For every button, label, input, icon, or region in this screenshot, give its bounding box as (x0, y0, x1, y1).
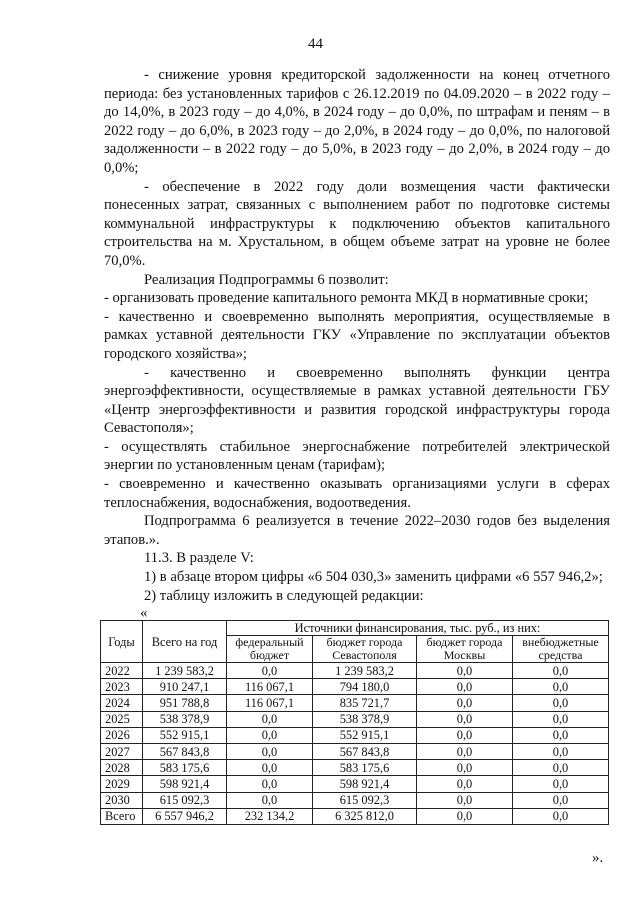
table-cell: 2023 (101, 679, 143, 695)
table-cell: 0,0 (417, 663, 513, 679)
paragraph-section-v: 11.3. В разделе V: (144, 550, 254, 567)
table-cell: 0,0 (417, 679, 513, 695)
table-cell: 2025 (101, 711, 143, 727)
table-cell: 0,0 (513, 776, 609, 792)
table-cell: 116 067,1 (227, 679, 313, 695)
table-cell: 0,0 (513, 808, 609, 824)
table-cell: 552 915,1 (143, 727, 227, 743)
table-row (101, 727, 609, 743)
table-cell: 0,0 (417, 776, 513, 792)
paragraph-table-edition: 2) таблицу изложить в следующей редакции: (144, 587, 424, 604)
header-sevastopol: бюджет города Севастополя (313, 636, 417, 663)
table-cell: 0,0 (513, 727, 609, 743)
table-cell: 2026 (101, 727, 143, 743)
table-cell: 2029 (101, 776, 143, 792)
table-cell: 567 843,8 (313, 743, 417, 759)
table-cell: 794 180,0 (313, 679, 417, 695)
table-cell: 0,0 (417, 727, 513, 743)
closing-quote: ». (592, 850, 604, 866)
table-row (101, 792, 609, 808)
table-cell: 910 247,1 (143, 679, 227, 695)
table-row (101, 711, 609, 727)
table-cell: 552 915,1 (313, 727, 417, 743)
header-extrabudget: внебюджетные средства (513, 636, 609, 663)
header-moscow: бюджет города Москвы (417, 636, 513, 663)
table-cell: 0,0 (417, 743, 513, 759)
paragraph-subprogram-term: Подпрограмма 6 реализуется в течение 2022–2030 годов без выделения этапов.». (104, 513, 610, 548)
table-cell: 0,0 (417, 808, 513, 824)
header-federal: федеральный бюджет (227, 636, 313, 663)
table-cell: 0,0 (513, 743, 609, 759)
table-row (101, 743, 609, 759)
paragraph-replace-figures: 1) в абзаце втором цифры «6 504 030,3» заменить цифрами «6 557 946,2»; (144, 569, 603, 586)
table-cell: 0,0 (513, 663, 609, 679)
table-cell: 116 067,1 (227, 695, 313, 711)
table-cell: 0,0 (513, 711, 609, 727)
table-cell: 583 175,6 (143, 760, 227, 776)
table-cell: 0,0 (417, 760, 513, 776)
paragraph-capital-repair: - организовать проведение капитального ремонта МКД в нормативные сроки; (104, 290, 589, 307)
table-cell: 232 134,2 (227, 808, 313, 824)
table-cell: 1 239 583,2 (313, 663, 417, 679)
table-cell: 538 378,9 (143, 711, 227, 727)
opening-quote: « (140, 605, 148, 621)
table-cell: 598 921,4 (313, 776, 417, 792)
table-cell: 0,0 (227, 663, 313, 679)
paragraph-debt-reduction: - снижение уровня кредиторской задолженности на конец отчетного периода: без установленных тарифов с 26.12.2019 по 04.09.2020 – в 2022 году – до 14,0%, в 2023 году – до 4,0%, в 2024 году – до 0,0%, по штрафам и пеням – в 2022 году – до 6,0%, в 2023 году – до 2,0%, в 2024 году – до 0,0%, по налоговой задолженности – в 2022 году – до 5,0%, в 2023 году – до 2,0%, в 2024 году – до 0,0%; (104, 67, 610, 176)
paragraph-cost-compensation: - обеспечение в 2022 году доли возмещения части фактически понесенных затрат, связанных с выполнением работ по подготовке системы коммунальной инфраструктуры к подключению объектов капитального строительства на м. Хрустальном, в общем объеме затрат на уровне не более 70,0%. (104, 178, 610, 269)
table-cell: 0,0 (417, 695, 513, 711)
table-cell: 0,0 (513, 679, 609, 695)
table-cell: 615 092,3 (143, 792, 227, 808)
table-cell: 951 788,8 (143, 695, 227, 711)
table-cell: 0,0 (227, 711, 313, 727)
table-row (101, 663, 609, 679)
table-cell: 0,0 (513, 695, 609, 711)
table-cell: Всего (101, 808, 143, 824)
paragraph-gku-activities: - качественно и своевременно выполнять мероприятия, осуществляемые в рамках уставной деятельности ГКУ «Управление по эксплуатации объектов городского хозяйства»; (104, 308, 610, 362)
table-cell: 2024 (101, 695, 143, 711)
header-years: Годы (101, 621, 143, 663)
table-row (101, 760, 609, 776)
table-cell: 538 378,9 (313, 711, 417, 727)
financing-table (100, 620, 609, 825)
table-cell: 0,0 (227, 776, 313, 792)
table-cell: 835 721,7 (313, 695, 417, 711)
header-total: Всего на год (143, 621, 227, 663)
table-cell: 583 175,6 (313, 760, 417, 776)
table-cell: 0,0 (513, 792, 609, 808)
paragraph-implementation-intro: Реализация Подпрограммы 6 позволит: (144, 271, 389, 288)
page-number: 44 (308, 36, 323, 52)
table-cell: 0,0 (417, 711, 513, 727)
table-row (101, 695, 609, 711)
table-cell: 0,0 (513, 760, 609, 776)
paragraph-power-supply: - осуществлять стабильное энергоснабжение потребителей электрической энергии по установленным ценам (тарифам); (104, 438, 610, 474)
table-row (101, 679, 609, 695)
table-cell: 6 557 946,2 (143, 808, 227, 824)
table-cell: 2027 (101, 743, 143, 759)
table-cell: 1 239 583,2 (143, 663, 227, 679)
table-cell: 567 843,8 (143, 743, 227, 759)
header-sources: Источники финансирования, тыс. руб., из них: (227, 621, 609, 636)
table-cell: 0,0 (227, 727, 313, 743)
table-cell: 0,0 (227, 760, 313, 776)
paragraph-energy-center: - качественно и своевременно выполнять функции центра энергоэффективности, осуществляемые в рамках уставной деятельности ГБУ «Центр энергоэффективности и развития городской инфраструктуры города Севастополя»; (104, 364, 610, 437)
table-cell: 0,0 (227, 792, 313, 808)
table-cell: 6 325 812,0 (313, 808, 417, 824)
table-cell: 2030 (101, 792, 143, 808)
financing-table-body (101, 663, 609, 825)
table-row (101, 776, 609, 792)
table-cell: 2028 (101, 760, 143, 776)
table-cell: 0,0 (417, 792, 513, 808)
table-row (101, 808, 609, 824)
document-body (104, 66, 610, 605)
table-cell: 0,0 (227, 743, 313, 759)
table-cell: 598 921,4 (143, 776, 227, 792)
paragraph-utilities-services: - своевременно и качественно оказывать организациями услуги в сферах теплоснабжения, водоснабжения, водоотведения. (104, 476, 610, 511)
table-cell: 615 092,3 (313, 792, 417, 808)
table-cell: 2022 (101, 663, 143, 679)
